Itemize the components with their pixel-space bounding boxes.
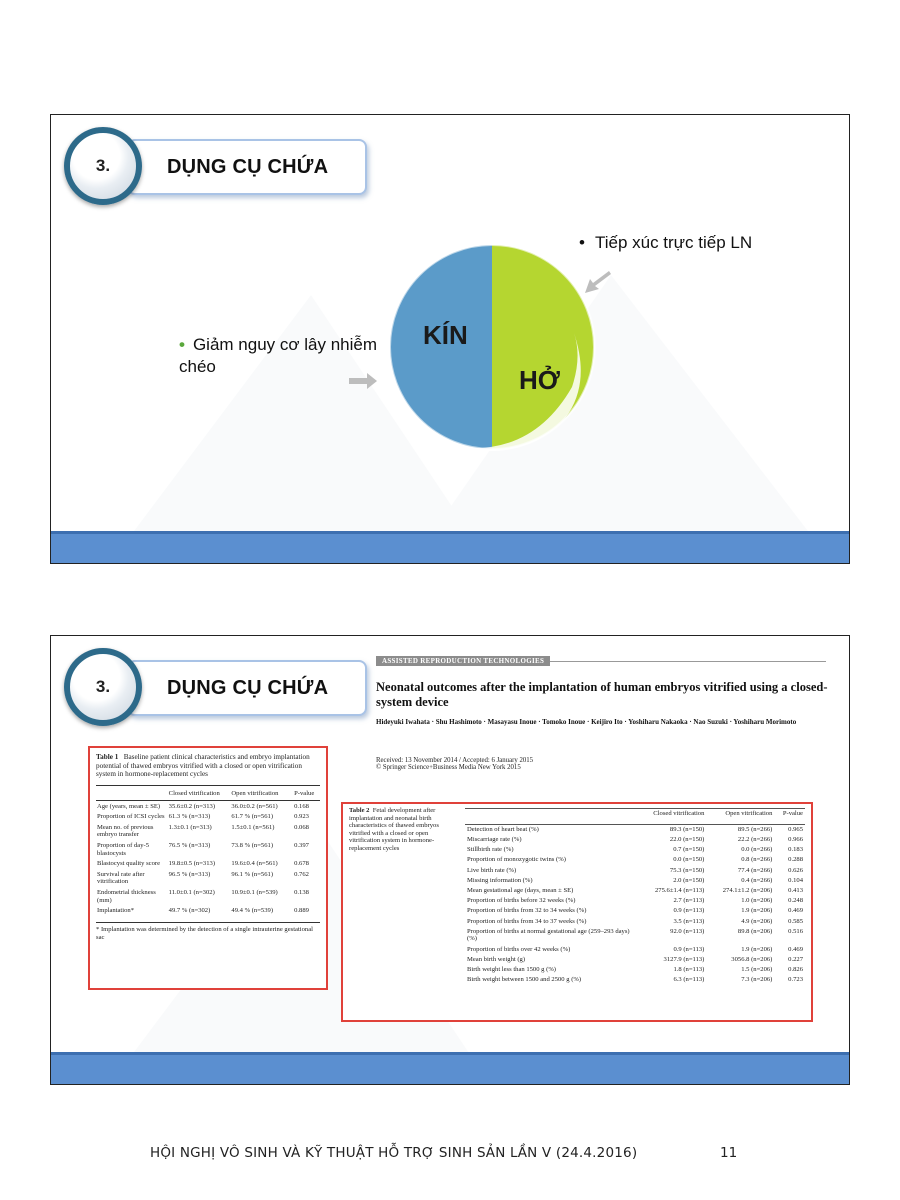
section-number: 3. bbox=[95, 677, 111, 696]
slide-1 bbox=[50, 114, 850, 564]
table-cell: 3127.9 (n=113) bbox=[663, 955, 705, 963]
paper-received: Received: 13 November 2014 / Accepted: 6 January 2015 bbox=[376, 756, 534, 764]
section-title-box bbox=[127, 139, 367, 195]
table-cell: Stillbirth rate (%) bbox=[467, 846, 514, 854]
table-header-cell: Open vitrification bbox=[706, 809, 774, 825]
table-cell: Birth weight less than 1500 g (%) bbox=[467, 965, 557, 973]
bullet-closed-text: Giảm nguy cơ lây nhiễm chéo bbox=[179, 335, 378, 376]
table-cell: 0.626 bbox=[788, 866, 803, 874]
table-2-box bbox=[341, 802, 813, 1022]
table-1-caption bbox=[96, 753, 320, 779]
table-cell: 0.8 (n=266) bbox=[741, 856, 773, 864]
table-header-row bbox=[465, 809, 805, 825]
table-row bbox=[96, 859, 320, 870]
table-cell: 0.183 bbox=[788, 846, 803, 854]
table-cell: Blastocyst quality score bbox=[97, 860, 160, 868]
table-cell: 76.5 % (n=313) bbox=[168, 841, 211, 849]
table-cell: 0.678 bbox=[294, 860, 309, 868]
table-row bbox=[465, 896, 805, 906]
table-cell: 0.0 (n=150) bbox=[673, 856, 705, 864]
paper-copyright: © Springer Science+Business Media New York 2015 bbox=[376, 764, 521, 772]
table-cell: 0.923 bbox=[294, 813, 309, 821]
table-cell: 0.397 bbox=[294, 841, 309, 849]
table-row bbox=[96, 840, 320, 858]
table-row bbox=[465, 975, 805, 985]
table-cell: Proportion of births before 32 weeks (%) bbox=[467, 897, 576, 905]
table-cell: Proportion of births from 32 to 34 weeks (%) bbox=[467, 907, 587, 915]
table-row bbox=[96, 801, 320, 812]
table-cell: Implantation* bbox=[97, 907, 134, 915]
table-cell: 89.5 (n=266) bbox=[737, 825, 773, 833]
section-badge bbox=[59, 646, 379, 728]
bullet-open-text: Tiếp xúc trực tiếp LN bbox=[594, 233, 753, 252]
table-row bbox=[465, 926, 805, 944]
table-cell: 3056.8 (n=206) bbox=[731, 955, 773, 963]
table-row bbox=[465, 944, 805, 954]
table-cell: 1.9 (n=206) bbox=[741, 945, 773, 953]
table-cell: 275.6±1.4 (n=113) bbox=[654, 887, 705, 895]
table-row bbox=[465, 835, 805, 845]
table-1-footnote: * Implantation was determined by the detection of a single intrauterine gestational sac bbox=[96, 922, 320, 942]
table-cell: 0.9 (n=113) bbox=[673, 907, 705, 915]
table-cell: 0.826 bbox=[788, 965, 803, 973]
table-cell: 61.7 % (n=561) bbox=[231, 813, 274, 821]
table-cell: Age (years, mean ± SE) bbox=[97, 802, 161, 810]
table-row bbox=[465, 855, 805, 865]
pie-label-closed: KÍN bbox=[423, 320, 468, 350]
table-cell: 61.3 % (n=313) bbox=[168, 813, 211, 821]
table-1-caption-text: Baseline patient clinical characteristics and embryo implantation potential of thawed embryos vitrified with a closed or open vitrification system in hormone-replacement cycles bbox=[96, 753, 310, 778]
table-cell: 10.9±0.1 (n=539) bbox=[231, 888, 278, 896]
table-cell: 6.3 (n=113) bbox=[673, 976, 705, 984]
table-cell: Detection of heart beat (%) bbox=[467, 825, 539, 833]
table-row bbox=[465, 965, 805, 975]
table-cell: Live birth rate (%) bbox=[467, 866, 517, 874]
table-row bbox=[465, 886, 805, 896]
table-header-cell: Open vitrification bbox=[230, 785, 293, 801]
paper-authors: Hideyuki Iwahata · Shu Hashimoto · Masayasu Inoue · Tomoko Inoue · Keijiro Ito · Yoshiharu Nakaoka · Nao Suzuki · Yoshiharu Morimoto bbox=[376, 718, 797, 726]
slide-2 bbox=[50, 635, 850, 1085]
table-cell: 0.516 bbox=[788, 927, 803, 935]
table-cell: 22.2 (n=266) bbox=[737, 836, 773, 844]
table-cell: 0.248 bbox=[788, 897, 803, 905]
table-cell: Mean gestational age (days, mean ± SE) bbox=[467, 887, 574, 895]
table-cell: Proportion of day-5 blastocysts bbox=[97, 841, 150, 857]
table-cell: 89.8 (n=206) bbox=[737, 927, 773, 935]
bullet-marker: • bbox=[579, 233, 585, 252]
journal-section-label: ASSISTED REPRODUCTION TECHNOLOGIES bbox=[376, 656, 550, 666]
table-cell: Miscarriage rate (%) bbox=[467, 836, 522, 844]
table-header-row bbox=[96, 785, 320, 801]
table-cell: Mean no. of previous embryo transfer bbox=[97, 823, 154, 839]
table-cell: 0.965 bbox=[788, 825, 803, 833]
table-cell: 274.1±1.2 (n=206) bbox=[722, 887, 773, 895]
table-cell: 49.7 % (n=302) bbox=[168, 907, 211, 915]
table-cell: 1.8 (n=113) bbox=[673, 965, 705, 973]
table-cell: 1.5±0.1 (n=561) bbox=[231, 823, 275, 831]
table-1-box bbox=[88, 746, 328, 990]
table-row bbox=[465, 845, 805, 855]
table-row bbox=[96, 887, 320, 905]
table-row bbox=[465, 906, 805, 916]
table-2-label: Table 2 bbox=[349, 807, 370, 814]
page-number: 11 bbox=[720, 1145, 738, 1161]
table-cell: 0.469 bbox=[788, 907, 803, 915]
table-cell: 49.4 % (n=539) bbox=[231, 907, 274, 915]
table-cell: 1.3±0.1 (n=313) bbox=[168, 823, 212, 831]
table-cell: 19.8±0.5 (n=313) bbox=[168, 860, 216, 868]
table-header-cell: P-value bbox=[293, 785, 320, 801]
table-cell: Survival rate after vitrification bbox=[97, 870, 145, 886]
table-cell: 2.0 (n=150) bbox=[673, 876, 705, 884]
table-cell: 4.9 (n=206) bbox=[741, 917, 773, 925]
table-cell: 1.9 (n=206) bbox=[741, 907, 773, 915]
table-cell: 0.4 (n=266) bbox=[741, 876, 773, 884]
table-header-cell: Closed vitrification bbox=[168, 785, 231, 801]
table-cell: 0.068 bbox=[294, 823, 309, 831]
closed-open-pie bbox=[382, 237, 602, 457]
table-cell: 0.966 bbox=[788, 836, 803, 844]
table-row bbox=[465, 865, 805, 875]
table-cell: 2.7 (n=113) bbox=[673, 897, 705, 905]
table-cell: 0.0 (n=266) bbox=[741, 846, 773, 854]
table-cell: Endometrial thickness (mm) bbox=[97, 888, 156, 904]
pie-slice-open bbox=[492, 245, 594, 449]
table-row bbox=[96, 812, 320, 823]
table-cell: 1.0 (n=206) bbox=[741, 897, 773, 905]
table-row bbox=[96, 822, 320, 840]
table-cell: 1.5 (n=206) bbox=[741, 965, 773, 973]
arrow-right-icon bbox=[349, 373, 379, 389]
table-cell: Proportion of births over 42 weeks (%) bbox=[467, 945, 571, 953]
table-cell: 0.889 bbox=[294, 907, 309, 915]
table-cell: 0.138 bbox=[294, 888, 309, 896]
section-title: DỤNG CỤ CHỨA bbox=[167, 155, 329, 178]
slide-footer-band bbox=[51, 1052, 849, 1084]
section-title-box bbox=[127, 660, 367, 716]
table-1 bbox=[96, 785, 320, 917]
table-cell: 0.469 bbox=[788, 945, 803, 953]
table-cell: 77.4 (n=266) bbox=[737, 866, 773, 874]
pie-label-open: HỞ bbox=[519, 365, 560, 395]
table-cell: Proportion of monozygotic twins (%) bbox=[467, 856, 566, 864]
table-cell: 0.9 (n=113) bbox=[673, 945, 705, 953]
table-cell: 11.0±0.1 (n=302) bbox=[168, 888, 215, 896]
paper-header bbox=[376, 650, 836, 772]
table-row bbox=[465, 916, 805, 926]
table-row bbox=[465, 824, 805, 835]
bullet-open bbox=[579, 232, 752, 254]
table-row bbox=[96, 869, 320, 887]
table-cell: 0.762 bbox=[294, 870, 309, 878]
table-cell: 0.723 bbox=[788, 976, 803, 984]
table-cell: 35.6±0.2 (n=313) bbox=[168, 802, 216, 810]
table-cell: Proportion of births from 34 to 37 weeks (%) bbox=[467, 917, 587, 925]
table-row bbox=[96, 906, 320, 917]
table-cell: 36.0±0.2 (n=561) bbox=[231, 802, 278, 810]
table-row bbox=[465, 876, 805, 886]
table-cell: 89.3 (n=150) bbox=[669, 825, 705, 833]
conference-footer-text: HỘI NGHỊ VÔ SINH VÀ KỸ THUẬT HỖ TRỢ SINH SẢN LẦN V (24.4.2016) bbox=[150, 1145, 638, 1161]
table-header-cell bbox=[465, 809, 642, 825]
journal-section-bar bbox=[376, 650, 826, 665]
table-cell: 73.8 % (n=561) bbox=[231, 841, 274, 849]
table-cell: Mean birth weight (g) bbox=[467, 955, 526, 963]
paper-title: Neonatal outcomes after the implantation of human embryos vitrified using a closed-system device bbox=[376, 680, 828, 709]
bullet-marker: • bbox=[179, 335, 185, 354]
table-cell: 92.0 (n=113) bbox=[670, 927, 705, 935]
section-number: 3. bbox=[95, 156, 111, 175]
table-cell: 22.0 (n=150) bbox=[669, 836, 705, 844]
section-number-circle bbox=[64, 127, 142, 205]
table-2-caption-text: Fetal development after implantation and neonatal birth characteristics of thawed embryos vitrified with a closed or open vitrification system in hormone-replacement cycles bbox=[349, 807, 439, 852]
paper-dates bbox=[376, 757, 836, 773]
table-header-cell bbox=[96, 785, 168, 801]
table-cell: 96.5 % (n=313) bbox=[168, 870, 211, 878]
table-cell: 0.585 bbox=[788, 917, 803, 925]
table-cell: 3.5 (n=113) bbox=[673, 917, 705, 925]
table-cell: 0.168 bbox=[294, 802, 309, 810]
table-cell: 0.288 bbox=[788, 856, 803, 864]
slide-footer-band bbox=[51, 531, 849, 563]
table-2-caption bbox=[349, 807, 457, 853]
table-header-cell: Closed vitrification bbox=[642, 809, 707, 825]
table-cell: Birth weight between 1500 and 2500 g (%) bbox=[467, 976, 582, 984]
table-cell: 0.227 bbox=[788, 955, 803, 963]
table-cell: Proportion of ICSI cycles bbox=[97, 813, 165, 821]
table-cell: 0.7 (n=150) bbox=[673, 846, 705, 854]
section-number-circle bbox=[64, 648, 142, 726]
section-title: DỤNG CỤ CHỨA bbox=[167, 676, 329, 699]
bullet-closed bbox=[179, 334, 379, 378]
table-cell: 75.3 (n=150) bbox=[669, 866, 705, 874]
table-row bbox=[465, 954, 805, 964]
table-1-label: Table 1 bbox=[96, 753, 119, 761]
table-header-cell: P-value bbox=[774, 809, 805, 825]
table-cell: Missing information (%) bbox=[467, 876, 533, 884]
table-cell: 7.3 (n=206) bbox=[741, 976, 773, 984]
table-cell: 19.6±0.4 (n=561) bbox=[231, 860, 278, 868]
table-cell: 96.1 % (n=561) bbox=[231, 870, 274, 878]
table-2 bbox=[465, 808, 805, 985]
section-badge bbox=[59, 125, 379, 207]
table-cell: Proportion of births at normal gestational age (259–293 days) (%) bbox=[467, 927, 630, 943]
table-cell: 0.104 bbox=[788, 876, 803, 884]
table-cell: 0.413 bbox=[788, 887, 803, 895]
